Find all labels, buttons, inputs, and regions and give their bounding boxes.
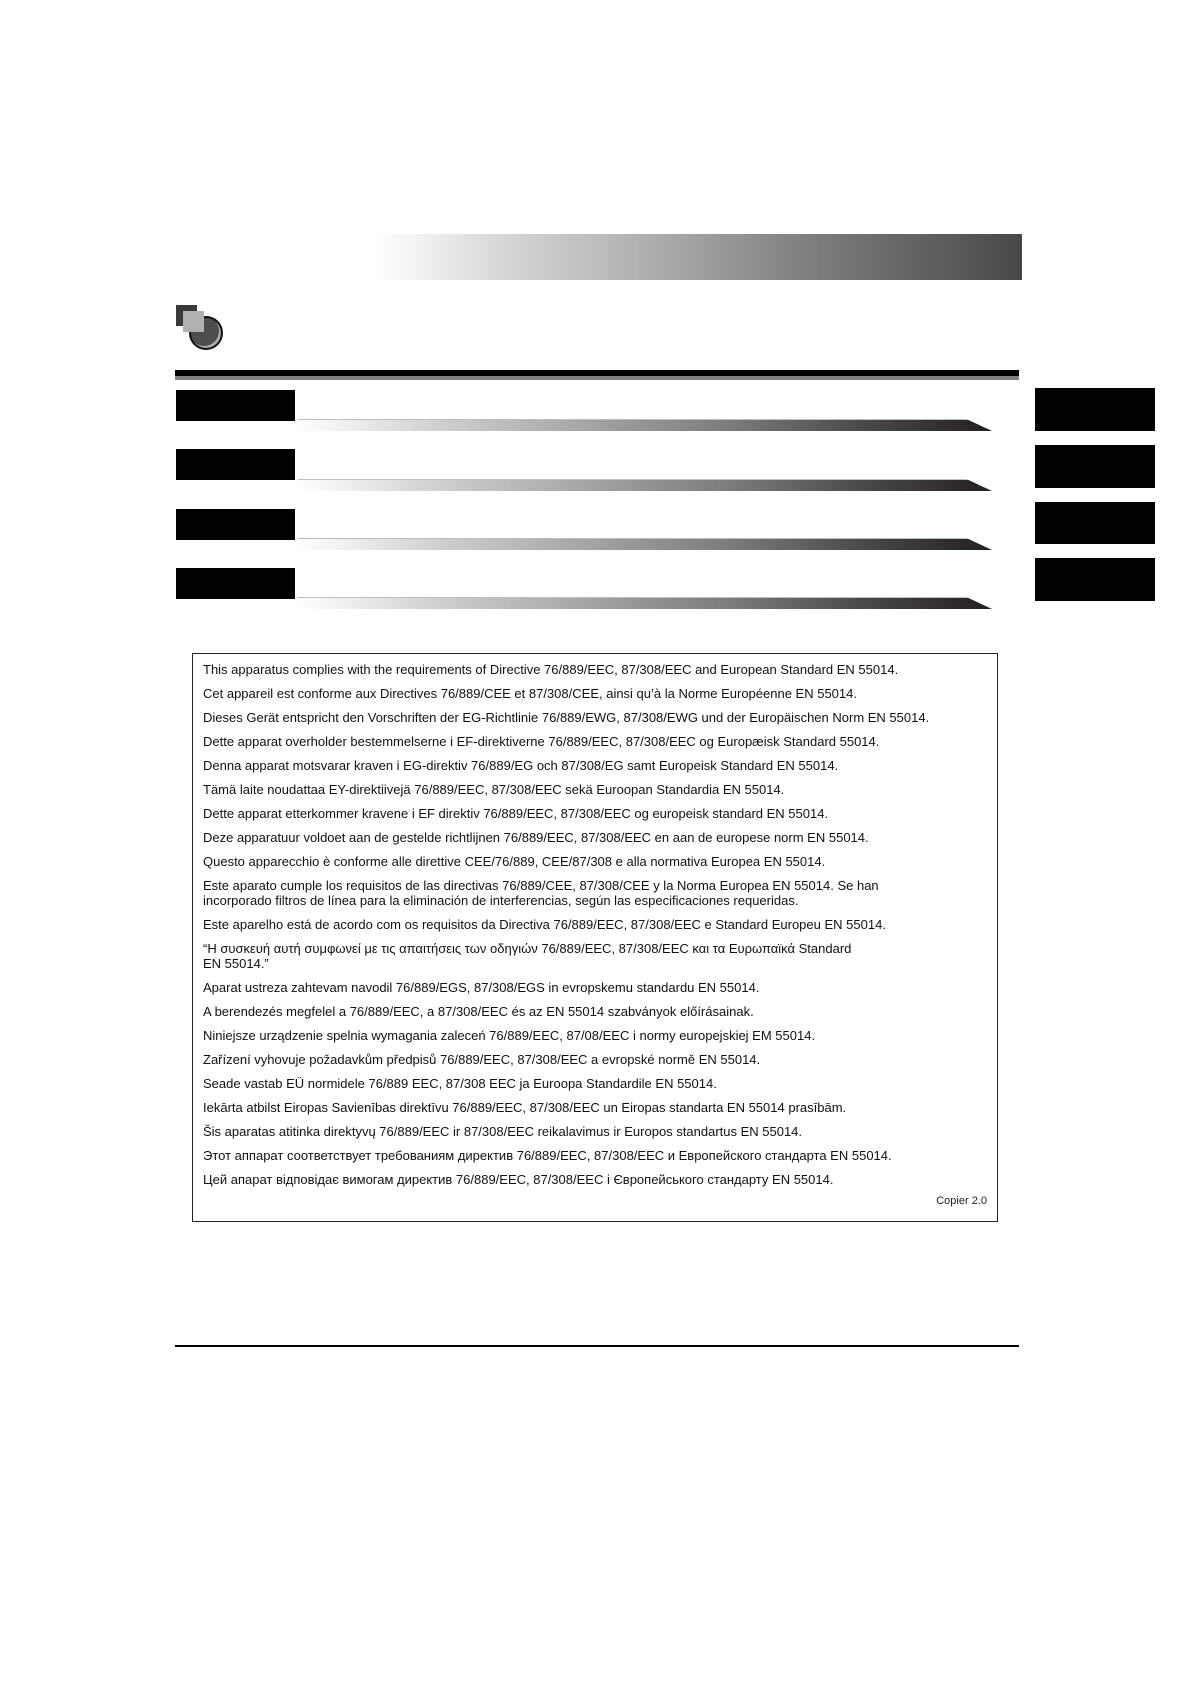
chapter-tab-3[interactable] — [1035, 502, 1155, 544]
compliance-paragraph — [203, 980, 987, 995]
compliance-line: Dette apparat overholder bestemmelserne i EF-direktiverne 76/889/EEC, 87/308/EEC og Europæisk Standard 55014. — [203, 734, 880, 749]
compliance-paragraph — [203, 830, 987, 845]
compliance-paragraph — [203, 1100, 987, 1115]
section-bar-2 — [298, 479, 992, 491]
compliance-paragraph — [203, 1052, 987, 1067]
compliance-paragraph — [203, 686, 987, 701]
compliance-line: Niniejsze urządzenie spelnia wymagania zaleceń 76/889/EEC, 87/08/EEC i normy europejskiej EM 55014. — [203, 1028, 816, 1043]
compliance-line: Aparat ustreza zahtevam navodil 76/889/EGS, 87/308/EGS in evropskemu standardu EN 55014. — [203, 980, 760, 995]
section-tab-3 — [176, 509, 295, 540]
compliance-paragraph — [203, 710, 987, 725]
compliance-paragraph — [203, 1076, 987, 1091]
compliance-paragraph — [203, 662, 987, 677]
compliance-paragraph — [203, 1004, 987, 1019]
light-square-icon — [183, 311, 204, 332]
compliance-paragraph — [203, 854, 987, 869]
compliance-paragraph — [203, 782, 987, 797]
compliance-line: Dieses Gerät entspricht den Vorschriften der EG-Richtlinie 76/889/EWG, 87/308/EWG und der Europäischen Norm EN 55014. — [203, 710, 930, 725]
compliance-paragraph — [203, 941, 987, 971]
chapter-tab-2[interactable] — [1035, 445, 1155, 488]
compliance-line: Deze apparatuur voldoet aan de gestelde richtlijnen 76/889/EEC, 87/308/EEC en aan de europese norm EN 55014. — [203, 830, 869, 845]
compliance-line: EN 55014.” — [203, 956, 269, 971]
model-tag: Copier 2.0 — [936, 1195, 987, 1207]
compliance-paragraph — [203, 1124, 987, 1139]
compliance-line: Этот аппарат соответствует требованиям директив 76/889/EEC, 87/308/EEC и Европейского стандарта EN 55014. — [203, 1148, 892, 1163]
section-bar-3 — [298, 538, 992, 550]
chapter-tab-1[interactable] — [1035, 388, 1155, 431]
compliance-line: Dette apparat etterkommer kravene i EF direktiv 76/889/EEC, 87/308/EEC og europeisk standard EN 55014. — [203, 806, 829, 821]
compliance-paragraph — [203, 734, 987, 749]
compliance-paragraph — [203, 1172, 987, 1187]
compliance-line: Iekārta atbilst Eiropas Savienības direktīvu 76/889/EEC, 87/308/EEC un Eiropas standarta EN 55014 prasībām. — [203, 1100, 847, 1115]
compliance-line: Este aparelho está de acordo com os requisitos da Directiva 76/889/EEC, 87/308/EEC e Standard Europeu EN 55014. — [203, 917, 886, 932]
compliance-paragraphs — [203, 662, 987, 1187]
compliance-paragraph — [203, 1148, 987, 1163]
compliance-statement-box — [192, 653, 998, 1222]
compliance-paragraph — [203, 806, 987, 821]
compliance-paragraph — [203, 758, 987, 773]
compliance-line: Šis aparatas atitinka direktyvų 76/889/EEC ir 87/308/EEC reikalavimus ir Europos standartus EN 55014. — [203, 1124, 803, 1139]
compliance-paragraph — [203, 917, 987, 932]
compliance-line: Seade vastab EÜ normidele 76/889 EEC, 87/308 EEC ja Euroopa Standardile EN 55014. — [203, 1076, 717, 1091]
compliance-line: “Η συσκευή αυτή συμφωνεί με τις απαιτήσεις των οδηγιών 76/889/EEC, 87/308/EEC και τα Ευρωπαϊκά Standard — [203, 941, 852, 956]
compliance-line: Este aparato cumple los requisitos de las directivas 76/889/CEE, 87/308/CEE y la Norma Europea EN 55014. Se han — [203, 878, 879, 893]
compliance-paragraph — [203, 878, 987, 908]
compliance-line: This apparatus complies with the requirements of Directive 76/889/EEC, 87/308/EEC and European Standard EN 55014. — [203, 662, 899, 677]
compliance-line: Cet appareil est conforme aux Directives 76/889/CEE et 87/308/CEE, ainsi qu’à la Norme Européenne EN 55014. — [203, 686, 857, 701]
compliance-line: Zařízení vyhovuje požadavkům předpisů 76/889/EEC, 87/308/EEC a evropské normě EN 55014. — [203, 1052, 761, 1067]
chapter-tab-4[interactable] — [1035, 558, 1155, 601]
section-bar-4 — [298, 597, 992, 609]
section-tab-1 — [176, 390, 295, 421]
header-gradient-banner — [376, 234, 1022, 280]
compliance-line: Denna apparat motsvarar kraven i EG-direktiv 76/889/EG och 87/308/EG samt Europeisk Standard EN 55014. — [203, 758, 839, 773]
compliance-paragraph — [203, 1028, 987, 1043]
section-tab-2 — [176, 449, 295, 480]
section-rule-shadow — [175, 376, 1019, 380]
compliance-line: A berendezés megfelel a 76/889/EEC, a 87/308/EEC és az EN 55014 szabványok előírásainak. — [203, 1004, 754, 1019]
footer-rule — [175, 1345, 1019, 1347]
section-tab-4 — [176, 568, 295, 599]
compliance-line: Цей апарат відповідає вимогам директив 76/889/EEC, 87/308/EEC і Європейського стандарту EN 55014. — [203, 1172, 834, 1187]
compliance-line: Tämä laite noudattaa EY-direktiivejä 76/889/EEC, 87/308/EEC sekä Euroopan Standardia EN 55014. — [203, 782, 785, 797]
compliance-line: incorporado filtros de línea para la eliminación de interferencias, según las especificaciones requeridas. — [203, 893, 799, 908]
compliance-line: Questo apparecchio è conforme alle direttive CEE/76/889, CEE/87/308 e alla normativa Europea EN 55014. — [203, 854, 826, 869]
section-bar-1 — [298, 419, 992, 431]
